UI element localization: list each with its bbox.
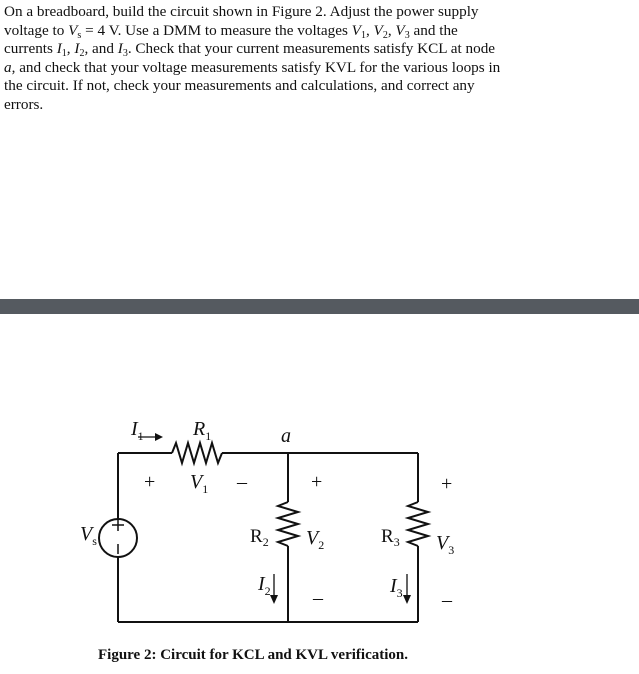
instructions-line-2: voltage to $V_s = 4$ V. Use a DMM to measure the voltages $V_1$, $V_2$, $V_3$ and the — [4, 21, 458, 41]
label-r2: $R_2$ — [250, 526, 269, 549]
label-v3-minus: – — [442, 589, 452, 611]
label-i2: $I_2$ — [258, 573, 271, 598]
instructions-paragraph — [4, 3, 634, 115]
figure-caption: Figure 2: Circuit for KCL and KVL verification. — [98, 647, 408, 663]
resistor-r1 — [172, 443, 222, 463]
arrow-i1-head — [155, 433, 163, 441]
instructions-line-1: On a breadboard, build the circuit shown in Figure 2. Adjust the power supply — [4, 3, 479, 20]
label-v1: $V_1$ — [190, 471, 209, 496]
source-plus-sign — [112, 519, 124, 531]
instructions-line-3: currents $I_1$, $I_2$, and $I_3$. Check that your current measurements satisfy KCL at node — [4, 40, 496, 60]
label-v2: $V_2$ — [306, 527, 325, 552]
instructions-line-5: the circuit. If not, check your measurements and calculations, and correct any — [4, 77, 475, 95]
arrow-i2-head — [270, 595, 278, 604]
label-v3-plus: + — [441, 473, 453, 495]
label-v3: $V_3$ — [436, 532, 455, 557]
label-i1: $I_1$ — [131, 418, 144, 443]
label-v2-plus: + — [311, 471, 323, 493]
resistor-r2 — [278, 502, 298, 546]
label-v2-minus: – — [313, 587, 323, 609]
instructions-line-6: errors. — [4, 95, 44, 113]
circuit-diagram — [0, 320, 639, 640]
label-vs: $V_s$ — [80, 523, 97, 548]
label-r1: $R_1$ — [193, 418, 212, 443]
arrow-i3-head — [403, 595, 411, 604]
resistor-r3 — [408, 502, 428, 546]
label-v1-minus: – — [237, 471, 247, 493]
label-r3: $R_3$ — [381, 526, 400, 549]
page-divider — [0, 299, 639, 314]
label-i3: $I_3$ — [390, 575, 403, 600]
instructions-line-4: a, and check that your voltage measurements satisfy KVL for the various loops in — [4, 58, 501, 76]
label-v1-plus: + — [144, 471, 156, 493]
label-node-a: a — [281, 425, 291, 447]
